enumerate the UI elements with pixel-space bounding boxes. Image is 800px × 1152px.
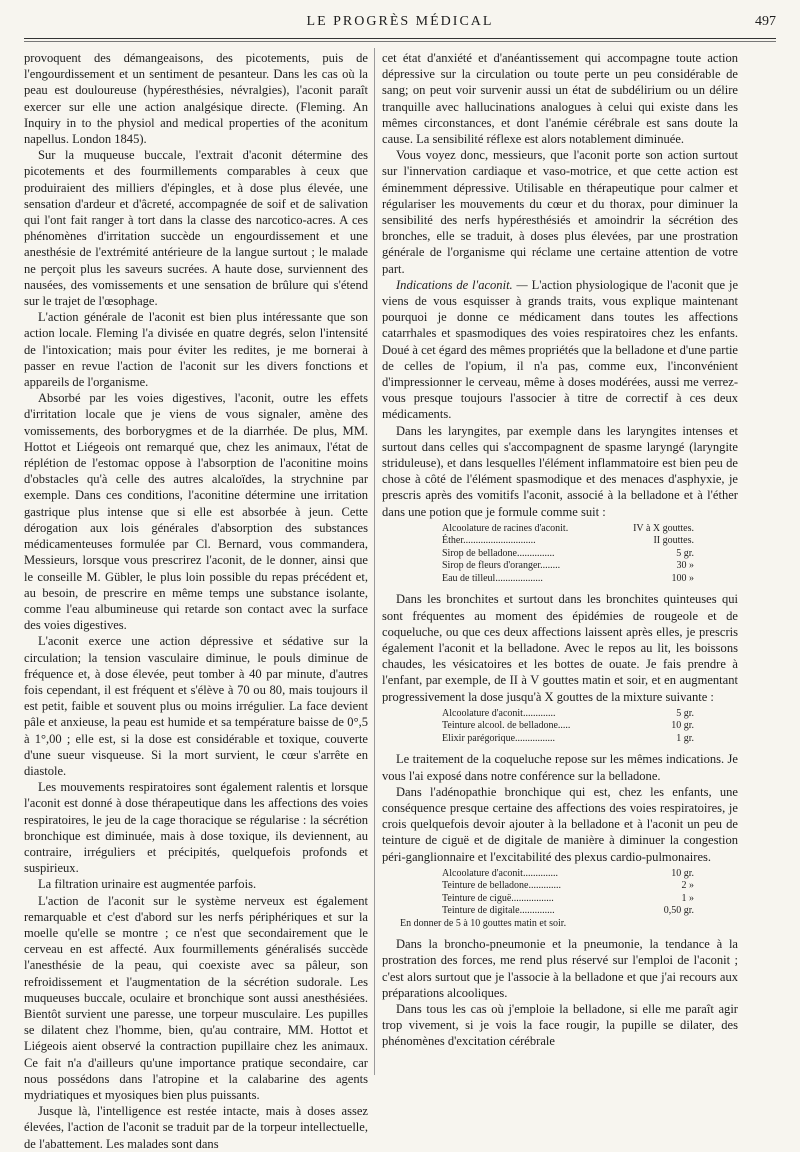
prescription-line <box>382 733 738 746</box>
paragraph: Sur la muqueuse buccale, l'extrait d'aconit détermine des picotements et des fourmillements comparables à ceux que produiraient des milliers d'épingles, et à dose plus élevée, une sensation d'ardeur et d'âcreté, accompagnée de soif et de salivation qui l'ont fait ranger à tort dans la classe des narcotico-acres. A ces phénomènes d'irritation succède un engourdissement et une anesthésie de l'extrémité antérieure de la langue surtout ; le malade ne perçoit plus les saveurs sucrées. A haute dose, surviennent des nausées, des vomissements et une sensation de brûlure qui s'étend sur le trajet de l'œsophage. <box>24 148 368 309</box>
ingredient: Elixir parégorique................ <box>442 732 556 744</box>
header-rule-secondary <box>24 41 776 42</box>
ingredient: Sirop de belladone............... <box>442 547 555 559</box>
column-separator <box>374 48 375 1075</box>
ingredient: Teinture de belladone............. <box>442 880 561 892</box>
ingredient: Alcoolature d'aconit.............. <box>442 867 558 879</box>
paragraph: cet état d'anxiété et d'anéantissement qui accompagne toute action dépressive sur la circulation ou toute perte un peu considérable de sang; on peut voir survenir aussi un état de subdélirium ou un délire tranquille avec hallucinations analogues à celui qui existe dans les mêmes circonstances, et dont l'anémie cérébrale est sans doute la cause. La sensibilité réflexe est alors notablement diminuée. <box>382 51 738 147</box>
dose: 5 gr. <box>676 547 694 559</box>
paragraph: Absorbé par les voies digestives, l'aconit, outre les effets d'irritation locale que je viens de vous signaler, amène des vomissements, des borborygmes et de la diarrhée. De plus, MM. Hottot et Liégeois ont remarqué que, chez les animaux, l'état de réplétion de l'estomac oppose à l'absorption de l'aconitine moins d'obstacles qu'à celle des autres alcaloïdes, la strychnine par exemple. Dans ces conditions, l'aconitine détermine une irritation gastrique plus intense que si elle est absorbée à jeun. Cette dérogation aux lois générales d'absorption des substances médicamenteuses formulée par Cl. Bernard, vous commandera, Messieurs, lorsque vous prescrirez l'aconit, de le donner, ainsi que le conseille M. Gübler, le plus loin possible du repas précédent et, au besoin, de prescrire en même temps une substance isolante, comme l'eau albumineuse qui retarde son contact avec la surface des voies digestives. <box>24 391 368 633</box>
paragraph: Dans tous les cas où j'emploie la belladone, si elle me paraît agir trop vivement, si je vois la face rougir, la pupille se dilater, des phénomènes d'excitation cérébrale <box>382 1002 738 1049</box>
prescription-line <box>382 905 738 918</box>
paragraph: Dans la broncho-pneumonie et la pneumonie, la tendance à la prostration des forces, me rend plus réservé sur l'emploi de l'aconit ; c'est alors surtout que je l'associe à la belladone et que j'ai recours aux préparations alcooliques. <box>382 937 738 1000</box>
paragraph: Vous voyez donc, messieurs, que l'aconit porte son action surtout sur l'innervation cardiaque et vaso-motrice, et que cette action est éminemment dépressive. Utilisable en thérapeutique pour calmer et régulariser les mouvements du cœur et du thorax, pour diminuer la sensibilité des nerfs hypéresthésiés et amoindrir la sécrétion des bronches, elle se traduit, à doses plus élevées, par une prostration générale de l'organisme qui réclame une certaine attention de votre part. <box>382 148 738 276</box>
paragraph: provoquent des démangeaisons, des picotements, puis de l'engourdissement et un sentiment de pesanteur. Dans les cas où la peau est douloureuse (hypéresthésies, névralgies), l'aconit paraît exercer sur elle une action analgésique directe. (Fleming. An Inquiry in to the physiol and medical properties of the aconitum napellus. London 1845). <box>24 51 368 147</box>
ingredient: Teinture alcool. de belladone..... <box>442 720 571 732</box>
dose: 0,50 gr. <box>663 905 694 917</box>
paragraph: Le traitement de la coqueluche repose sur les mêmes indications. Je vous l'ai exposé dans notre conférence sur la belladone. <box>382 752 738 783</box>
prescription-line <box>382 893 738 906</box>
paragraph-indications <box>382 277 738 423</box>
prescription-adenopathie <box>382 868 738 931</box>
paragraph: Dans les laryngites, par exemple dans les laryngites intenses et surtout dans celles qui s'accompagnent de spasme laryngé (laryngite striduleuse), et dans lesquelles l'élément inflammatoire est bien peu de chose à côté de l'élément spasmodique et des menaces d'asphyxie, je prescris après des vomitifs l'aconit, associé à la belladone et à l'éther dans une potion que je formule comme suit : <box>382 423 738 519</box>
right-column <box>382 50 738 1073</box>
section-title: Indications de l'aconit. — <box>396 277 528 292</box>
paragraph: L'aconit exerce une action dépressive et sédative sur la circulation; la tension vasculaire diminue, le pouls diminue de fréquence et, à dose élevée, peut tomber à 40 par minute, d'autres fois cependant, il est fréquent et s'élève à 70 ou 80, mais toujours il est petit, faible et souvent plus ou moins irrégulier. La face devient pâle et anxieuse, la peau est humide et sa température baisse de 0°,5 à 1°,00 ; elle est, si la dose est considérable et toxique, couverte d'une sueur visqueuse. Si la mort survient, le cœur s'arrête en diastole. <box>24 634 368 778</box>
dose: 10 gr. <box>671 867 694 879</box>
prescription-bronchite <box>382 708 738 746</box>
prescription-line <box>382 535 738 548</box>
ingredient: Alcoolature d'aconit............. <box>442 707 556 719</box>
prescription-line <box>382 708 738 721</box>
prescription-laryngite <box>382 523 738 586</box>
page-number: 497 <box>755 14 776 29</box>
paragraph: L'action générale de l'aconit est bien plus intéressante que son action locale. Fleming l'a divisée en quatre degrés, selon l'intensité de l'intoxication; mais pour éviter les redites, je me bornerai à passer en revue l'action de l'aconit sur les divers fonctions et appareils de l'organisme. <box>24 310 368 390</box>
prescription-line <box>382 868 738 881</box>
dose: 1 » <box>681 892 694 904</box>
ingredient: Alcoolature de racines d'aconit. <box>442 522 569 534</box>
paragraph: L'action de l'aconit sur le système nerveux est également remarquable et c'est d'abord sur les nerfs périphériques et sur la moelle qu'elle se montre ; ce n'est que secondairement que le cerveau en est affecté. Aux fourmillements généralisés succède l'anesthésie de la peau, qui coexiste avec sa pâleur, son refroidissement et l'augmentation de la sécrétion sudorale. Les muqueuses buccale, oculaire et bronchique sont aussi anesthésiées. Bientôt survient une paresse, une torpeur musculaire. Les pupilles se dilatent chez l'homme, bien, qu'au contraire, MM. Hottot et Liégeois aient observé la contraction pupillaire chez les animaux. Ce fait n'a d'ailleurs qu'une importance pratique secondaire, car nous possédons dans l'atropine et la calabarine des agents mydriatiques et myosiques bien plus puissants. <box>24 893 368 1102</box>
paragraph: Dans l'adénopathie bronchique qui est, chez les enfants, une conséquence presque certaine des affections des voies respiratoires, je crois quelquefois devoir ajouter à la belladone et à l'aconit un peu de teinture de ciguë et de digitale de manière à diminuer la congestion péri-ganglionnaire et l'excitabilité des plexus cardio-pulmonaires. <box>382 784 738 864</box>
prescription-line <box>382 560 738 573</box>
dose: 2 » <box>681 880 694 892</box>
dose: 5 gr. <box>676 707 694 719</box>
paragraph: La filtration urinaire est augmentée parfois. <box>38 877 257 892</box>
prescription-note: En donner de 5 à 10 gouttes matin et soir. <box>400 917 567 929</box>
paragraph: Jusque là, l'intelligence est restée intacte, mais à doses assez élevées, l'action de l'aconit se traduit par de la torpeur intellectuelle, de l'abattement. Les malades sont dans <box>24 1104 368 1151</box>
dose: IV à X gouttes. <box>633 522 694 534</box>
prescription-line <box>382 523 738 536</box>
prescription-line <box>382 880 738 893</box>
dose: 100 » <box>671 572 694 584</box>
dose: 30 » <box>676 560 694 572</box>
dose: 10 gr. <box>671 720 694 732</box>
left-column <box>24 50 368 1151</box>
paragraph: Les mouvements respiratoires sont également ralentis et lorsque l'aconit est donné à dose thérapeutique dans les affections des voies respiratoires, le jeu de la cage thoracique se régularise : la sécrétion bronchique est diminuée, mais à dose toxique, ils deviennent, au contraire, irréguliers et précipités, quelquefois profonds et suspirieux. <box>24 780 368 876</box>
paragraph-text: L'action physiologique de l'aconit que je viens de vous esquisser à grands traits, vous explique maintenant pourquoi je donne ce médicament dans toutes les affections catarrhales et spasmodiques des voies respiratoires chez les enfants. Doué à cet égard des mêmes propriétés que la belladone et d'une partie de celles de l'opium, il n'a pas, comme eux, l'inconvénient d'impressionner le cerveau, même à doses modérées, aussi me verrez-vous presque toujours l'associer à titre de correctif à ces deux médicaments. <box>382 277 739 422</box>
running-header <box>24 14 776 36</box>
ingredient: Teinture de ciguë................. <box>442 892 554 904</box>
dose: II gouttes. <box>653 535 694 547</box>
journal-title: LE PROGRÈS MÉDICAL <box>306 14 494 29</box>
ingredient: Teinture de digitale.............. <box>442 905 555 917</box>
header-rule <box>24 38 776 39</box>
ingredient: Éther............................. <box>442 535 536 547</box>
prescription-line <box>382 573 738 586</box>
dose: 1 gr. <box>676 732 694 744</box>
paragraph: Dans les bronchites et surtout dans les bronchites quinteuses qui sont fréquentes au moment des épidémies de rougeole et de coqueluche, ou que ces deux affections laissent après elles, je prescris également l'aconit et la belladone. Avec le repos au lit, les boissons chaudes, les vésicatoires et les bottes de ouate. Je fais prendre à l'enfant, par exemple, de II à V gouttes matin et soir, et en augmentant progressivement la dose jusqu'à X gouttes de la mixture suivante : <box>382 592 738 704</box>
prescription-line <box>382 720 738 733</box>
ingredient: Sirop de fleurs d'oranger........ <box>442 560 561 572</box>
ingredient: Eau de tilleul................... <box>442 572 543 584</box>
prescription-line <box>382 548 738 561</box>
